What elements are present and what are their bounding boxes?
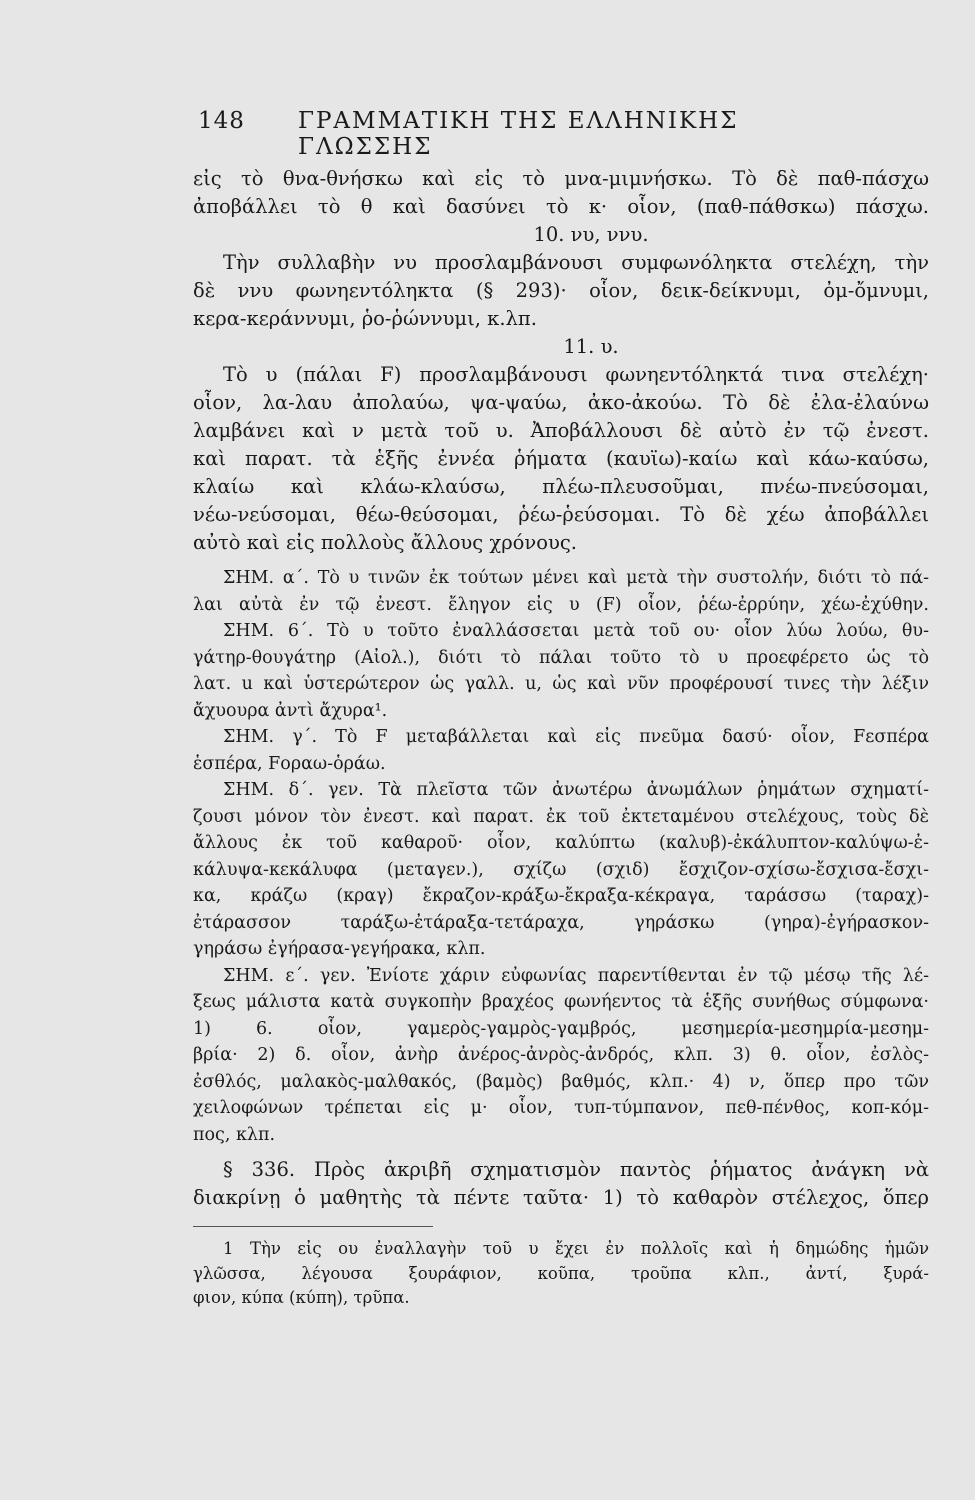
note-line: βρία· 2) δ. οἷον, ἀνὴρ ἀνέρος-ἀνρὸς-ἀνδρός, κλπ. 3) θ. οἷον, ἐσλὸς- bbox=[193, 1045, 929, 1065]
note-line: 1) 6. οἷον, γαμερὸς-γαμρὸς-γαμβρός, μεσημερία-μεσημρία-μεσημ- bbox=[193, 1018, 929, 1039]
section-336-line: § 336. Πρὸς ἀκριβῆ σχηματισμὸν παντὸς ῥήματος ἀνάγκη νὰ bbox=[223, 1158, 929, 1181]
text-line: διακρίνῃ ὁ μαθητὴς τὰ πέντε ταῦτα· 1) τὸ καθαρὸν στέλεχος, ὅπερ bbox=[193, 1186, 929, 1209]
note-line: ΣΗΜ. 6΄. Τὸ υ τοῦτο ἐναλλάσσεται μετὰ τοῦ ου· οἷον λύω λούω, θυ- bbox=[223, 621, 929, 641]
note-line: ΣΗΜ. δ΄. γεν. Τὰ πλεῖστα τῶν ἀνωτέρω ἀνωμάλων ῥημάτων σχηματί- bbox=[223, 780, 929, 800]
note-line: λαι αὐτὰ ἐν τῷ ἐνεστ. ἔληγον εἰς υ (F) οἷον, ῥέω-ἐρρύην, χέω-ἐχύθην. bbox=[193, 594, 929, 615]
note-line: χειλοφώνων τρέπεται εἰς μ· οἷον, τυπ-τύμπανον, πεθ-πένθος, κοπ-κόμ- bbox=[193, 1098, 929, 1118]
text-line: δὲ ννυ φωνηεντόληκτα (§ 293)· οἷον, δεικ-δείκνυμι, ὀμ-ὄμνυμι, bbox=[193, 279, 929, 302]
note-line: γηράσω ἐγήρασα-γεγήρακα, κλπ. bbox=[193, 939, 486, 959]
text-line: κλαίω καὶ κλάω-κλαύσω, πλέω-πλευσοῦμαι, πνέω-πνεύσομαι, bbox=[193, 475, 929, 498]
running-title: ΓΡΑΜΜΑΤΙΚΗ ΤΗΣ ΕΛΛΗΝΙΚΗΣ ΓΛΩΣΣΗΣ bbox=[298, 108, 739, 160]
note-line: κα, κράζω (κραγ) ἔκραζον-κράξω-ἔκραξα-κέκραγα, ταράσσω (ταραχ)- bbox=[193, 886, 929, 906]
note-line: κάλυψα-κεκάλυφα (μεταγεν.), σχίζω (σχιδ) ἔσχιζον-σχίσω-ἔσχισα-ἔσχι- bbox=[193, 859, 929, 880]
text-line: οἷον, λα-λαυ ἀπολαύω, ψα-ψαύω, ἀκο-ἀκούω. Τὸ δὲ ἐλα-ἐλαύνω bbox=[193, 391, 929, 414]
text-line: αὐτὸ καὶ εἰς πολλοὺς ἄλλους χρόνους. bbox=[193, 531, 577, 554]
section-heading-10: 10. νυ, ννυ. bbox=[533, 223, 649, 246]
note-line: ἄχυουρα ἀντὶ ἄχυρα¹. bbox=[193, 700, 388, 721]
note-line: ΣΗΜ. γ΄. Τὸ F μεταβάλλεται καὶ εἰς πνεῦμα δασύ· οἷον, Fεσπέρα bbox=[223, 727, 929, 747]
main-text bbox=[193, 165, 929, 1311]
note-line: ΣΗΜ. ε΄. γεν. Ἐνίοτε χάριν εὐφωνίας παρεντίθενται ἐν τῷ μέσῳ τῆς λέ- bbox=[223, 965, 929, 986]
page-number: 148 bbox=[198, 108, 245, 134]
note-line: ξεως μάλιστα κατὰ συγκοπὴν βραχέος φωνήεντος τὰ ἑξῆς συνήθως σύμφωνα· bbox=[193, 992, 929, 1012]
note-line: ἄλλους ἐκ τοῦ καθαροῦ· οἷον, καλύπτω (καλυβ)-ἐκάλυπτον-καλύψω-ἐ- bbox=[193, 833, 929, 853]
footnote-divider bbox=[193, 1226, 433, 1227]
text-line: λαμβάνει καὶ ν μετὰ τοῦ υ. Ἀποβάλλουσι δὲ αὐτὸ ἐν τῷ ἐνεστ. bbox=[193, 419, 929, 442]
text-line: εἰς τὸ θνα-θνήσκω καὶ εἰς τὸ μνα-μιμνήσκω. Τὸ δὲ παθ-πάσχω bbox=[193, 167, 929, 190]
footnote-line: γλῶσσα, λέγουσα ξουράφιον, κοῦπα, τροῦπα κλπ., ἀντί, ξυρά- bbox=[193, 1263, 929, 1283]
text-line: Τὸ υ (πάλαι F) προσλαμβάνουσι φωνηεντόληκτά τινα στελέχη· bbox=[223, 363, 929, 386]
note-line: ἐτάρασσον ταράξω-ἐτάραξα-τετάραχα, γηράσκω (γηρα)-ἐγήρασκον- bbox=[193, 912, 929, 933]
note-line: ζουσι μόνον τὸν ἐνεστ. καὶ παρατ. ἐκ τοῦ ἐκτεταμένου στελέχους, τοὺς δὲ bbox=[193, 806, 929, 827]
note-line: πος, κλπ. bbox=[193, 1124, 276, 1145]
note-line: ΣΗΜ. α΄. Τὸ υ τινῶν ἐκ τούτων μένει καὶ μετὰ τὴν συστολήν, διότι τὸ πά- bbox=[223, 568, 929, 588]
page-header bbox=[198, 108, 838, 160]
footnote-line: φιον, κύπα (κύπη), τρῦπα. bbox=[193, 1288, 410, 1307]
text-line: ἀποβάλλει τὸ θ καὶ δασύνει τὸ κ· οἷον, (παθ-πάθσκω) πάσχω. bbox=[193, 195, 929, 218]
text-line: κερα-κεράννυμι, ῥο-ῥώννυμι, κ.λπ. bbox=[193, 307, 537, 330]
note-line: ἐσθλός, μαλακὸς-μαλθακός, (βαμὸς) βαθμός, κλπ.· 4) ν, ὅπερ προ τῶν bbox=[193, 1071, 929, 1092]
text-line: καὶ παρατ. τὰ ἑξῆς ἐννέα ῥήματα (καυϊω)-καίω καὶ κάω-καύσω, bbox=[193, 447, 929, 470]
note-line: γάτηρ-θουγάτηρ (Αἰολ.), διότι τὸ πάλαι τοῦτο τὸ υ προεφέρετο ὡς τὸ bbox=[193, 647, 929, 668]
text-line: νέω-νεύσομαι, θέω-θεύσομαι, ῥέω-ῥεύσομαι. Τὸ δὲ χέω ἀποβάλλει bbox=[193, 503, 929, 526]
section-heading-11: 11. υ. bbox=[563, 335, 619, 358]
footnote-line: 1 Τὴν εἰς ου ἐναλλαγὴν τοῦ υ ἔχει ἐν πολλοῖς καὶ ἡ δημώδης ἡμῶν bbox=[223, 1239, 929, 1258]
text-line: Τὴν συλλαβὴν νυ προσλαμβάνουσι συμφωνόληκτα στελέχη, τὴν bbox=[223, 251, 929, 274]
note-line: ἑσπέρα, Fοραω-ὁράω. bbox=[193, 753, 386, 774]
note-line: λατ. u καὶ ὑστερώτερον ὡς γαλλ. u, ὡς καὶ νῦν προφέρουσί τινες τὴν λέξιν bbox=[193, 674, 929, 694]
